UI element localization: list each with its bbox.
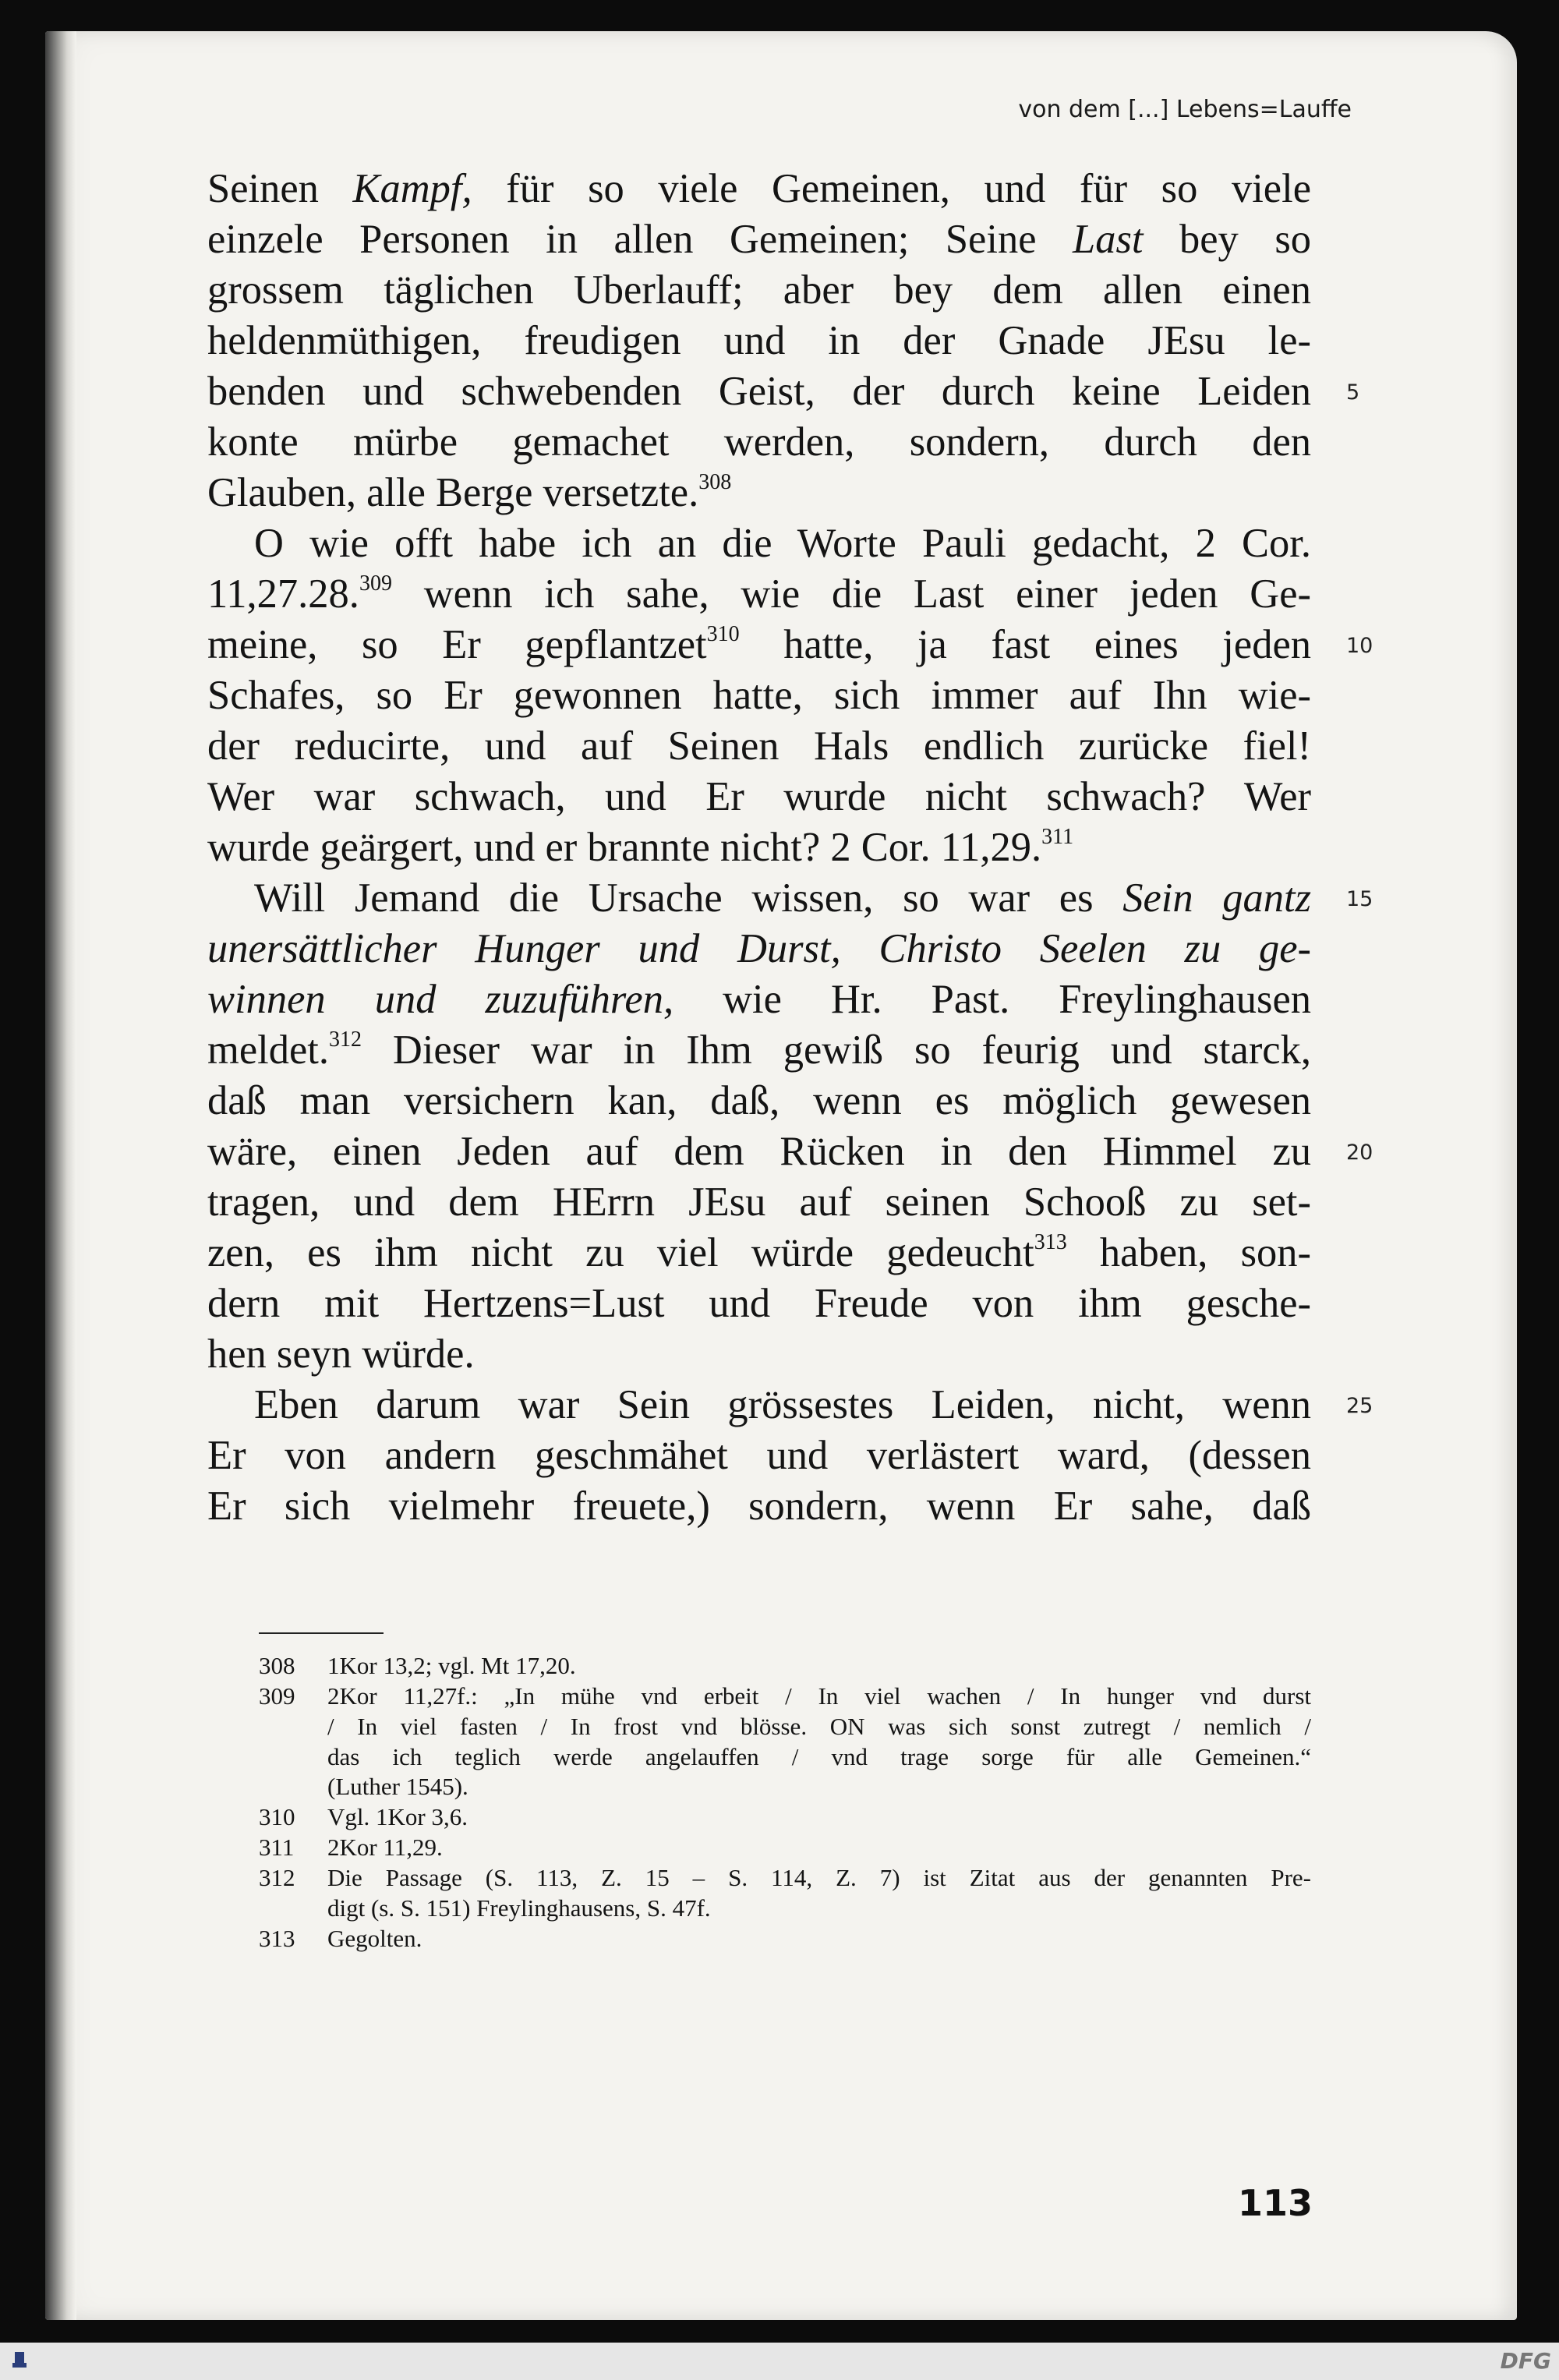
text-line: Er von andern geschmähet und verlästert ward, (dessen: [207, 1433, 1311, 1478]
text-line: benden und schwebenden Geist, der durch keine Leiden: [207, 369, 1311, 414]
text-line: Wer war schwach, und Er wurde nicht schwach? Wer: [207, 774, 1311, 819]
footnote-text: Gegolten.: [327, 1925, 422, 1952]
text-line: tragen, und dem HErrn JEsu auf seinen Schooß zu set-: [207, 1179, 1311, 1225]
text-line: Er sich vielmehr freuete,) sondern, wenn Er sahe, daß: [207, 1484, 1311, 1529]
text-line: Glauben, alle Berge versetzte.$^{308}$: [207, 470, 732, 515]
footnote-ref: 312: [329, 1027, 362, 1052]
text-line: dern mit Hertzens=Lust und Freude von ihm gesche-: [207, 1281, 1311, 1326]
text-line: O wie offt habe ich an die Worte Pauli gedacht, 2 Cor.: [254, 521, 1311, 566]
line-number: 5: [1346, 380, 1360, 405]
line-number: 15: [1346, 887, 1373, 911]
footnote-ref: 313: [1034, 1230, 1067, 1254]
text-line: meldet.$^{312}$ Dieser war in Ihm gewiß so feurig und starck,: [207, 1027, 1311, 1073]
footnote-number: 313: [259, 1925, 295, 1952]
footnote-text: digt (s. S. 151) Freylinghausens, S. 47f.: [327, 1894, 711, 1922]
page-gutter: [45, 31, 76, 2320]
library-logo-icon: [8, 2349, 31, 2372]
footnote-text: 2Kor 11,27f.: „In mühe vnd erbeit / In viel wachen / In hunger vnd durst: [327, 1682, 1311, 1710]
line-number: 25: [1346, 1394, 1373, 1418]
footnote-text: 2Kor 11,29.: [327, 1834, 443, 1861]
footnote-rule: [259, 1632, 384, 1634]
line-number: 10: [1346, 634, 1373, 658]
text-line: Schafes, so Er gewonnen hatte, sich immer auf Ihn wie-: [207, 673, 1311, 718]
text-line: einzele Personen in allen Gemeinen; Seine Last bey so: [207, 217, 1311, 262]
text-line: wäre, einen Jeden auf dem Rücken in den Himmel zu: [207, 1129, 1311, 1174]
text-line: unersättlicher Hunger und Durst, Christo Seelen zu ge-: [207, 926, 1311, 971]
footnote-ref: 309: [359, 571, 392, 596]
footnote-text: das ich teglich werde angelauffen / vnd trage sorge für alle Gemeinen.“: [327, 1742, 1311, 1770]
footnote-number: 310: [259, 1803, 295, 1830]
footnote-text: / In viel fasten / In frost vnd blösse. ON was sich sonst zutregt / nemlich /: [327, 1712, 1311, 1740]
footnote-text: Die Passage (S. 113, Z. 15 – S. 114, Z. 7) ist Zitat aus der genannten Pre-: [327, 1864, 1311, 1891]
text-line: Eben darum war Sein grössestes Leiden, nicht, wenn: [254, 1382, 1311, 1427]
footnote-number: 308: [259, 1652, 295, 1679]
text-line: daß man versichern kan, daß, wenn es möglich gewesen: [207, 1078, 1311, 1123]
text-line: zen, es ihm nicht zu viel würde gedeucht$^{313}$ haben, son-: [207, 1230, 1311, 1275]
page-number: 113: [1237, 2182, 1313, 2224]
text-line: grossem täglichen Uberlauff; aber bey dem allen einen: [207, 267, 1311, 313]
footnote-ref: 311: [1041, 825, 1074, 849]
text-line: winnen und zuzuführen, wie Hr. Past. Freylinghausen: [207, 977, 1311, 1022]
line-number: 20: [1346, 1140, 1373, 1165]
text-line: konte mürbe gemachet werden, sondern, durch den: [207, 419, 1311, 465]
footnote-number: 309: [259, 1682, 295, 1710]
text-line: Seinen Kampf, für so viele Gemeinen, und für so viele: [207, 166, 1311, 211]
dfg-logo: DFG: [1500, 2348, 1551, 2374]
footnote-ref: 308: [698, 470, 732, 494]
text-line: wurde geärgert, und er brannte nicht? 2 Cor. 11,29.$^{311}$: [207, 825, 1074, 870]
text-line: heldenmüthigen, freudigen und in der Gnade JEsu le-: [207, 318, 1311, 363]
footnote-text: Vgl. 1Kor 3,6.: [327, 1803, 468, 1830]
footnote-text: 1Kor 13,2; vgl. Mt 17,20.: [327, 1652, 576, 1679]
running-head: von dem [...] Lebens=Lauffe: [1018, 96, 1352, 123]
text-line: meine, so Er gepflantzet$^{310}$ hatte, ja fast eines jeden: [207, 622, 1311, 667]
text-line: Will Jemand die Ursache wissen, so war es Sein gantz: [254, 875, 1312, 921]
footnote-text: (Luther 1545).: [327, 1773, 468, 1801]
viewer-footer-bar: [0, 2343, 1559, 2380]
footnote-ref: 310: [706, 622, 740, 646]
text-line: hen seyn würde.: [207, 1331, 475, 1377]
footnote-number: 311: [259, 1834, 295, 1861]
text-line: der reducirte, und auf Seinen Hals endlich zurücke fiel!: [207, 723, 1311, 769]
footnote-number: 312: [259, 1864, 295, 1891]
text-line: 11,27.28.$^{309}$ wenn ich sahe, wie die Last einer jeden Ge-: [207, 571, 1311, 617]
